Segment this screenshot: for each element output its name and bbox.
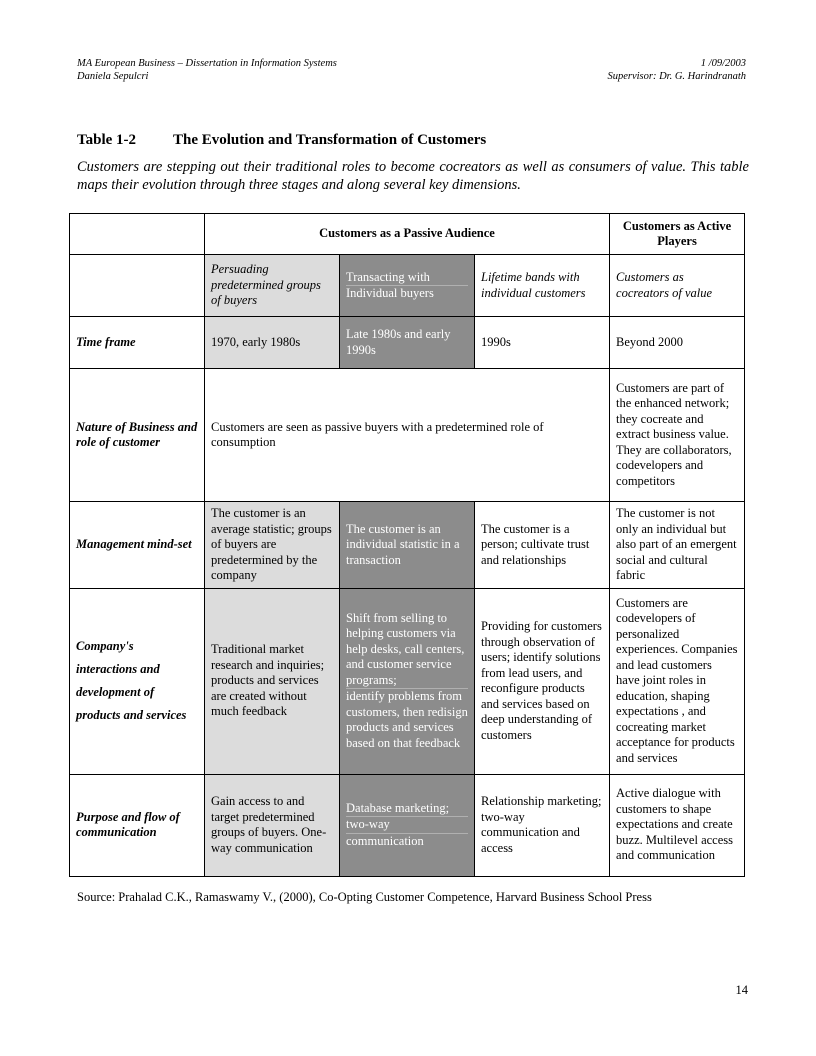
interactions-c2 <box>340 588 475 774</box>
communication-row <box>70 774 745 876</box>
stages-label-cell <box>70 255 205 317</box>
header-course-title: MA European Business – Dissertation in Information Systems <box>77 58 337 69</box>
page-number: 14 <box>735 983 748 997</box>
header-author: Daniela Sepulcri <box>77 71 149 82</box>
mindset-c3: The customer is a person; cultivate trust and relationships <box>475 502 610 589</box>
interactions-c4: Customers are codevelopers of personalized experiences. Companies and lead customers have joint roles in education, shaping expectations , and cocreating market acceptance for products and services <box>610 588 745 774</box>
interactions-label <box>70 588 205 774</box>
mindset-row <box>70 502 745 589</box>
communication-c3: Relationship marketing; two-way communication and access <box>475 774 610 876</box>
nature-active: Customers are part of the enhanced network; they cocreate and extract business value. They are collaborators, codevelopers and competitors <box>610 369 745 502</box>
stage-transacting <box>340 255 475 317</box>
customer-evolution-table <box>69 213 745 877</box>
time-frame-row <box>70 317 745 369</box>
table-title-text: The Evolution and Transformation of Customers <box>173 132 487 148</box>
interactions-row <box>70 588 745 774</box>
communication-c1: Gain access to and target predetermined groups of buyers. One-way communication <box>205 774 340 876</box>
stages-row <box>70 255 745 317</box>
time-frame-c2: Late 1980s and early 1990s <box>340 317 475 369</box>
stage-cocreators: Customers as cocreators of value <box>610 255 745 317</box>
stage-transacting-line1: Transacting with <box>346 270 468 287</box>
time-frame-c3: 1990s <box>475 317 610 369</box>
interactions-c2-part1: Shift from selling to helping customers via help desks, call centers, and customer service programs; <box>346 611 468 690</box>
corner-cell <box>70 214 205 255</box>
header-supervisor: Supervisor: Dr. G. Harindranath <box>607 71 746 82</box>
running-header-left <box>77 57 337 83</box>
nature-label: Nature of Business and role of customer <box>70 369 205 502</box>
nature-passive: Customers are seen as passive buyers with a predetermined role of consumption <box>205 369 610 502</box>
table-title <box>77 132 486 149</box>
mindset-c4: The customer is not only an individual but also part of an emergent social and cultural fabric <box>610 502 745 589</box>
source-citation: Source: Prahalad C.K., Ramaswamy V., (2000), Co-Opting Customer Competence, Harvard Business School Press <box>77 890 652 904</box>
communication-c4: Active dialogue with customers to shape expectations and create buzz. Multilevel access and communication <box>610 774 745 876</box>
mindset-c1: The customer is an average statistic; groups of buyers are predetermined by the company <box>205 502 340 589</box>
communication-c2-line3: communication <box>346 833 424 848</box>
header-date: 1 /09/2003 <box>700 58 746 69</box>
time-frame-c1: 1970, early 1980s <box>205 317 340 369</box>
table-intro: Customers are stepping out their traditional roles to become cocreators as well as consumers of value. This table maps their evolution through three stages and along several key dimensions. <box>77 159 749 193</box>
interactions-label-line1: Company's <box>76 639 134 653</box>
running-header-right <box>607 57 746 83</box>
nature-row <box>70 369 745 502</box>
communication-label: Purpose and flow of communication <box>70 774 205 876</box>
communication-c2-line2: two-way <box>346 817 468 834</box>
table-number: Table 1-2 <box>77 132 137 148</box>
communication-c2 <box>340 774 475 876</box>
header-passive-audience: Customers as a Passive Audience <box>205 214 610 255</box>
interactions-label-line4: products and services <box>76 708 187 722</box>
interactions-label-line2: interactions and <box>76 662 160 676</box>
stage-persuading: Persuading predetermined groups of buyers <box>205 255 340 317</box>
interactions-label-line3: development of <box>76 685 155 699</box>
interactions-c1: Traditional market research and inquiries; products and services are created without much feedback <box>205 588 340 774</box>
stage-transacting-line2: Individual buyers <box>346 286 434 300</box>
communication-c2-line1: Database marketing; <box>346 801 468 818</box>
interactions-c3: Providing for customers through observation of users; identify solutions from lead users, and reconfigure products and services based on deep understanding of customers <box>475 588 610 774</box>
time-frame-label: Time frame <box>70 317 205 369</box>
time-frame-c4: Beyond 2000 <box>610 317 745 369</box>
interactions-c2-part2: identify problems from customers, then redisign products and services based on that feedback <box>346 689 468 750</box>
header-active-players: Customers as Active Players <box>610 214 745 255</box>
mindset-c2: The customer is an individual statistic in a transaction <box>340 502 475 589</box>
mindset-label: Management mind-set <box>70 502 205 589</box>
stage-lifetime-bands: Lifetime bands with individual customers <box>475 255 610 317</box>
table-header-row <box>70 214 745 255</box>
